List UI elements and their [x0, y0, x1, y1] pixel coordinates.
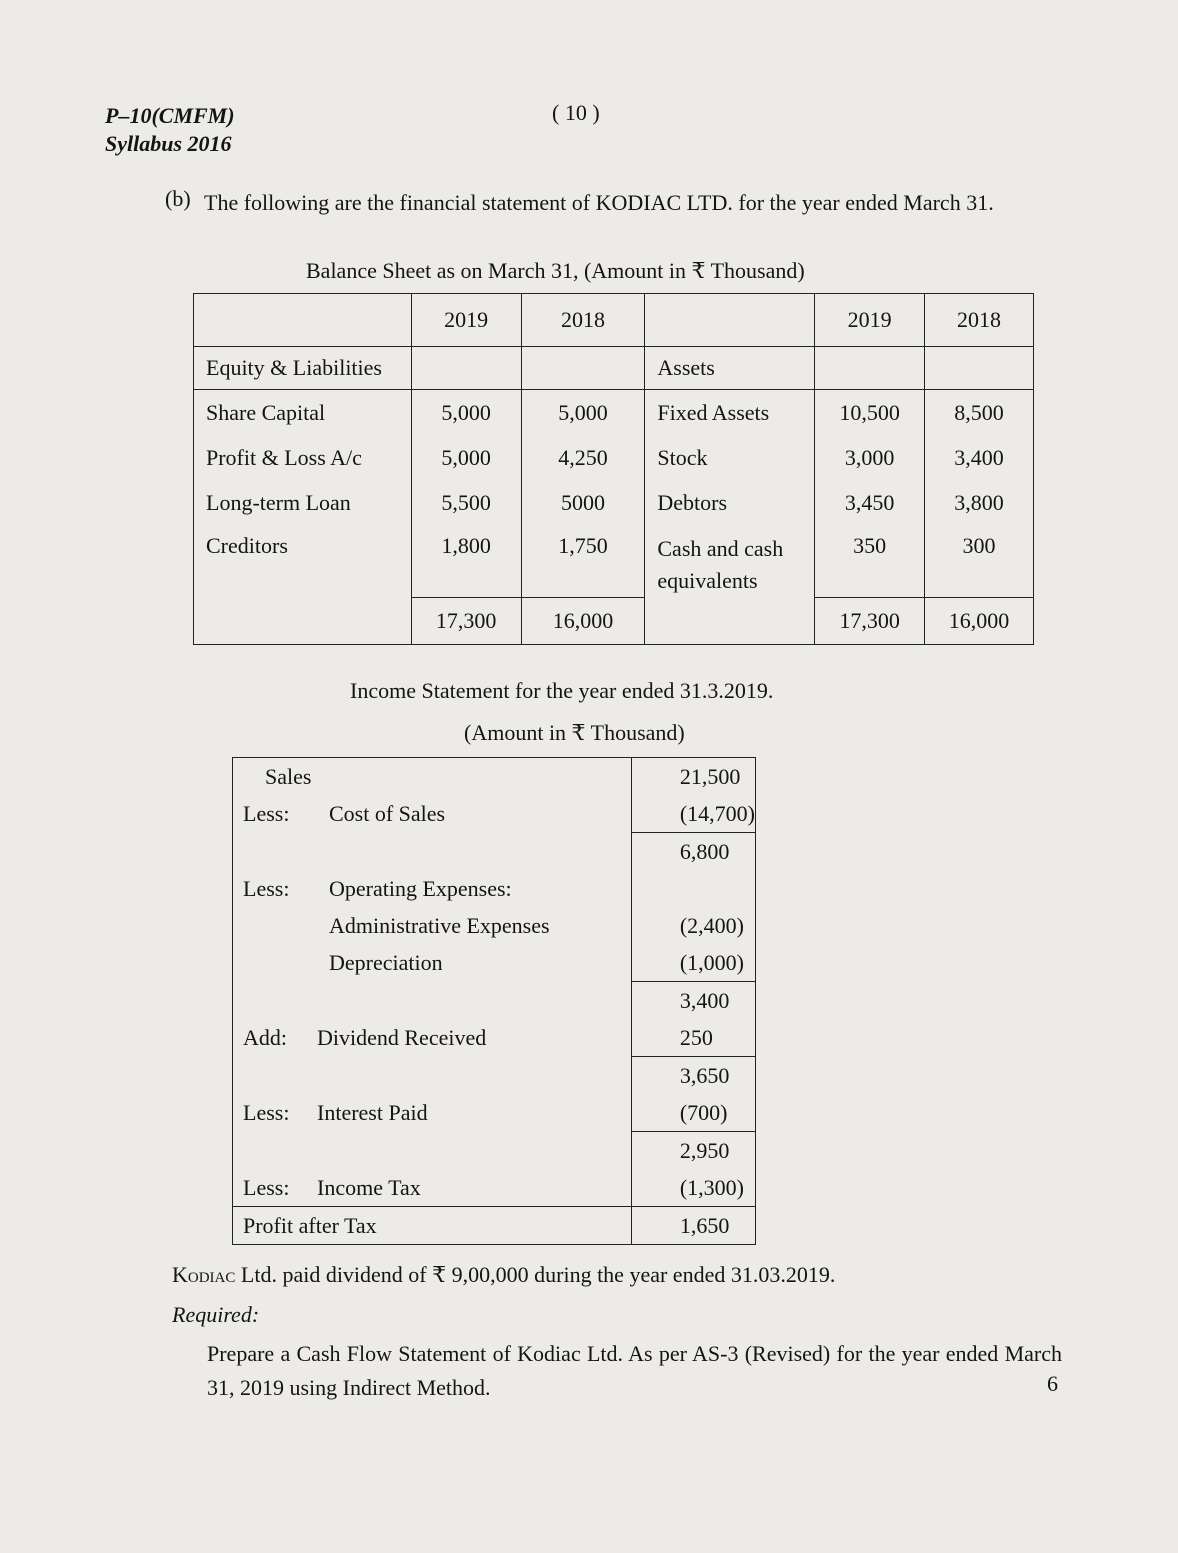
- row-label: [233, 1094, 632, 1132]
- row-label: Sales: [233, 758, 632, 796]
- year-header: 2019: [411, 294, 521, 347]
- row-label: Administrative Expenses: [233, 907, 632, 944]
- table-row: [233, 907, 756, 944]
- less-prefix: Less:: [243, 1099, 290, 1125]
- page-number: ( 10 ): [552, 100, 600, 125]
- cell-value: 4,250: [521, 435, 645, 480]
- cell-value: (1,300): [631, 1169, 755, 1207]
- less-prefix: Less:: [243, 1174, 290, 1200]
- cell-value: 1,750: [521, 525, 645, 597]
- subtotal-value: 2,950: [631, 1132, 755, 1170]
- table-row: [194, 435, 1034, 480]
- year-header: 2018: [521, 294, 645, 347]
- row-label: Long-term Loan: [194, 480, 412, 525]
- year-header: 2019: [815, 294, 925, 347]
- row-label: Share Capital: [194, 390, 412, 436]
- income-statement-caption: Income Statement for the year ended 31.3.2019.: [350, 678, 774, 703]
- table-row: [233, 1019, 756, 1057]
- company-name: Kodiac: [172, 1262, 236, 1287]
- cell-value: (14,700): [631, 795, 755, 833]
- row-label: [233, 1019, 632, 1057]
- table-row: [233, 833, 756, 871]
- required-text: Prepare a Cash Flow Statement of Kodiac Ltd. As per AS-3 (Revised) for the year ended March 31, 2019 using Indirect Method.: [207, 1341, 1062, 1400]
- table-row: [194, 480, 1034, 525]
- row-label-text: Interest Paid: [317, 1099, 428, 1125]
- cell-value: 1,800: [411, 525, 521, 597]
- table-row: [233, 1207, 756, 1245]
- paper-header: [105, 102, 235, 158]
- marks: 6: [1047, 1371, 1058, 1396]
- section-heading-row: [194, 347, 1034, 390]
- row-label: [233, 1169, 632, 1207]
- row-label-text: Operating Expenses:: [329, 875, 512, 901]
- cell-value: 3,450: [815, 480, 925, 525]
- liabilities-heading: Equity & Liabilities: [194, 347, 412, 390]
- paper-code: P–10(CMFM): [105, 103, 235, 128]
- income-statement-unit: (Amount in ₹ Thousand): [464, 720, 685, 745]
- row-label-text: Dividend Received: [317, 1024, 487, 1050]
- question-text: The following are the financial statement of KODIAC LTD. for the year ended March 31.: [204, 190, 994, 215]
- cell-value: (700): [631, 1094, 755, 1132]
- totals-row: [194, 597, 1034, 644]
- row-label-text: Income Tax: [317, 1174, 421, 1200]
- assets-heading: Assets: [645, 347, 815, 390]
- total-value: 17,300: [815, 597, 925, 644]
- cell-value: 3,000: [815, 435, 925, 480]
- table-row: [194, 525, 1034, 597]
- income-statement-table: [232, 757, 756, 1245]
- cell-value: 5,500: [411, 480, 521, 525]
- cell-value: (2,400): [631, 907, 755, 944]
- cell-value: 5,000: [411, 390, 521, 436]
- total-value: 17,300: [411, 597, 521, 644]
- table-row: [233, 1169, 756, 1207]
- table-row: [233, 758, 756, 796]
- add-prefix: Add:: [243, 1024, 287, 1050]
- dividend-note: [172, 1262, 835, 1288]
- cell-value: 3,400: [925, 435, 1034, 480]
- row-label: Stock: [645, 435, 815, 480]
- cell-value: 3,800: [925, 480, 1034, 525]
- year-header: 2018: [925, 294, 1034, 347]
- row-label: Creditors: [194, 525, 412, 597]
- row-label: [233, 795, 632, 833]
- balance-sheet-table: [193, 293, 1034, 645]
- row-label: Profit after Tax: [233, 1207, 632, 1245]
- balance-sheet-caption: Balance Sheet as on March 31, (Amount in ₹ Thousand): [306, 258, 805, 283]
- cell-value: 250: [631, 1019, 755, 1057]
- cell-value: 350: [815, 525, 925, 597]
- cell-value: 10,500: [815, 390, 925, 436]
- table-row: [233, 944, 756, 982]
- row-label: Profit & Loss A/c: [194, 435, 412, 480]
- table-row: [233, 870, 756, 907]
- row-label: [233, 870, 632, 907]
- less-prefix: Less:: [243, 800, 290, 826]
- subtotal-value: 3,400: [631, 982, 755, 1020]
- row-label: Debtors: [645, 480, 815, 525]
- cell-value: 5000: [521, 480, 645, 525]
- row-label: Depreciation: [233, 944, 632, 982]
- cell-value: 5,000: [411, 435, 521, 480]
- table-row: [233, 1094, 756, 1132]
- note-text: Ltd. paid dividend of ₹ 9,00,000 during the year ended 31.03.2019.: [235, 1262, 836, 1287]
- total-value: 16,000: [521, 597, 645, 644]
- row-label: Fixed Assets: [645, 390, 815, 436]
- cell-value: 21,500: [631, 758, 755, 796]
- required-label: Required:: [172, 1302, 260, 1327]
- cell-value: 5,000: [521, 390, 645, 436]
- less-prefix: Less:: [243, 875, 290, 901]
- subtotal-value: 3,650: [631, 1057, 755, 1095]
- question-label: (b): [165, 186, 191, 211]
- total-value: 1,650: [631, 1207, 755, 1245]
- balance-sheet-header-row: [194, 294, 1034, 347]
- table-row: [233, 1057, 756, 1095]
- table-row: [233, 1132, 756, 1170]
- cell-value: 8,500: [925, 390, 1034, 436]
- row-label: Cash and cash equivalents: [645, 525, 815, 597]
- cell-value: 300: [925, 525, 1034, 597]
- cell-value: (1,000): [631, 944, 755, 982]
- total-value: 16,000: [925, 597, 1034, 644]
- row-label-text: Cost of Sales: [329, 800, 446, 826]
- subtotal-value: 6,800: [631, 833, 755, 871]
- table-row: [194, 390, 1034, 436]
- syllabus-label: Syllabus 2016: [105, 131, 232, 156]
- table-row: [233, 795, 756, 833]
- table-row: [233, 982, 756, 1020]
